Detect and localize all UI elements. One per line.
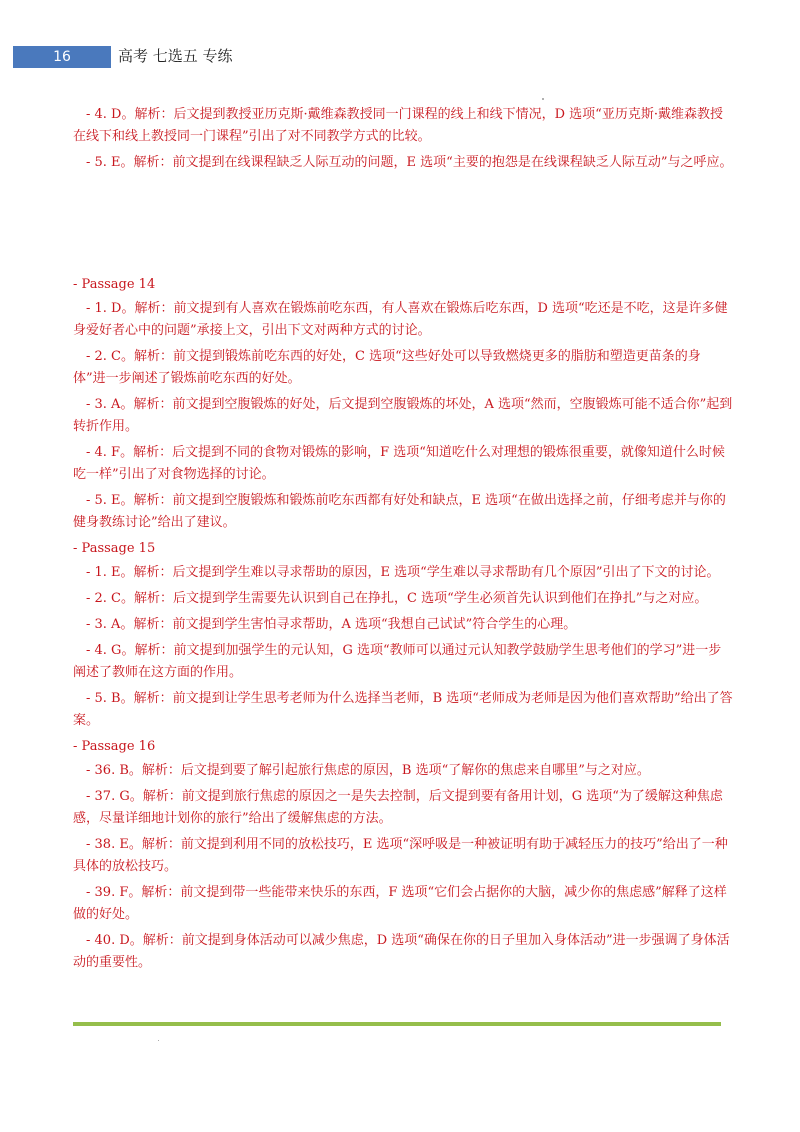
- decorative-dot: [158, 1040, 159, 1041]
- answer-item: - 5. E。解析：前文提到在线课程缺乏人际互动的问题，E 选项“主要的抱怨是在线课程缺乏人际互动”与之呼应。: [86, 155, 733, 170]
- passage-heading: - Passage 16: [73, 739, 156, 754]
- answer-item: - 4. D。解析：后文提到教授亚历克斯·戴维森教授同一门课程的线上和线下情况，D 选项“亚历克斯·戴维森教授在线下和线上教授同一门课程”引出了对不同教学方式的比较。: [73, 107, 723, 144]
- answer-item: - 1. E。解析：后文提到学生难以寻求帮助的原因，E 选项“学生难以寻求帮助有几个原因”引出了下文的讨论。: [86, 565, 720, 580]
- answer-item: - 39. F。解析：前文提到带一些能带来快乐的东西，F 选项“它们会占据你的大脑，减少你的焦虑感”解释了这样做的好处。: [73, 885, 727, 922]
- passage-16: [73, 736, 733, 974]
- answer-item: - 4. F。解析：后文提到不同的食物对锻炼的影响，F 选项“知道吃什么对理想的锻炼很重要，就像知道什么时候吃一样”引出了对食物选择的讨论。: [73, 445, 725, 482]
- answer-content: [73, 104, 733, 978]
- page-header: [0, 0, 800, 80]
- answer-item: - 5. B。解析：前文提到让学生思考老师为什么选择当老师，B 选项“老师成为老师是因为他们喜欢帮助”给出了答案。: [73, 691, 733, 728]
- decorative-dot: [542, 98, 544, 100]
- spacer: [73, 178, 733, 274]
- answer-item: - 38. E。解析：前文提到利用不同的放松技巧，E 选项“深呼吸是一种被证明有助于减轻压力的技巧”给出了一种具体的放松技巧。: [73, 837, 728, 874]
- answer-item: - 3. A。解析：前文提到空腹锻炼的好处，后文提到空腹锻炼的坏处，A 选项“然而，空腹锻炼可能不适合你”起到转折作用。: [73, 397, 733, 434]
- answer-item: - 36. B。解析：后文提到要了解引起旅行焦虑的原因，B 选项“了解你的焦虑来自哪里”与之对应。: [86, 763, 650, 778]
- header-title: 高考 七选五 专练: [118, 47, 233, 65]
- answer-item: - 4. G。解析：前文提到加强学生的元认知，G 选项“教师可以通过元认知教学鼓励学生思考他们的学习”进一步阐述了教师在这方面的作用。: [73, 643, 722, 680]
- answer-item: - 1. D。解析：前文提到有人喜欢在锻炼前吃东西，有人喜欢在锻炼后吃东西，D 选项“吃还是不吃，这是许多健身爱好者心中的问题”承接上文，引出下文对两种方式的讨论。: [73, 301, 728, 338]
- answer-item: - 2. C。解析：前文提到锻炼前吃东西的好处，C 选项“这些好处可以导致燃烧更多的脂肪和塑造更苗条的身体”进一步阐述了锻炼前吃东西的好处。: [73, 349, 701, 386]
- answer-item: - 5. E。解析：前文提到空腹锻炼和锻炼前吃东西都有好处和缺点，E 选项“在做出选择之前，仔细考虑并与你的健身教练讨论”给出了建议。: [73, 493, 726, 530]
- answer-item: - 37. G。解析：前文提到旅行焦虑的原因之一是失去控制，后文提到要有备用计划，G 选项“为了缓解这种焦虑感，尽量详细地计划你的旅行”给出了缓解焦虑的方法。: [73, 789, 723, 826]
- answer-item: - 40. D。解析：前文提到身体活动可以减少焦虑，D 选项“确保在你的日子里加入身体活动”进一步强调了身体活动的重要性。: [73, 933, 730, 970]
- answer-item: - 2. C。解析：后文提到学生需要先认识到自己在挣扎，C 选项“学生必须首先认识到他们在挣扎”与之对应。: [86, 591, 708, 606]
- intro-answers: [73, 104, 733, 174]
- passage-heading: - Passage 14: [73, 277, 156, 292]
- passage-heading: - Passage 15: [73, 541, 156, 556]
- answer-item: - 3. A。解析：前文提到学生害怕寻求帮助，A 选项“我想自己试试”符合学生的心理。: [86, 617, 577, 632]
- passage-14: [73, 274, 733, 534]
- footer-rule: [73, 1022, 721, 1026]
- passage-15: [73, 538, 733, 732]
- page-number: 16: [13, 46, 111, 68]
